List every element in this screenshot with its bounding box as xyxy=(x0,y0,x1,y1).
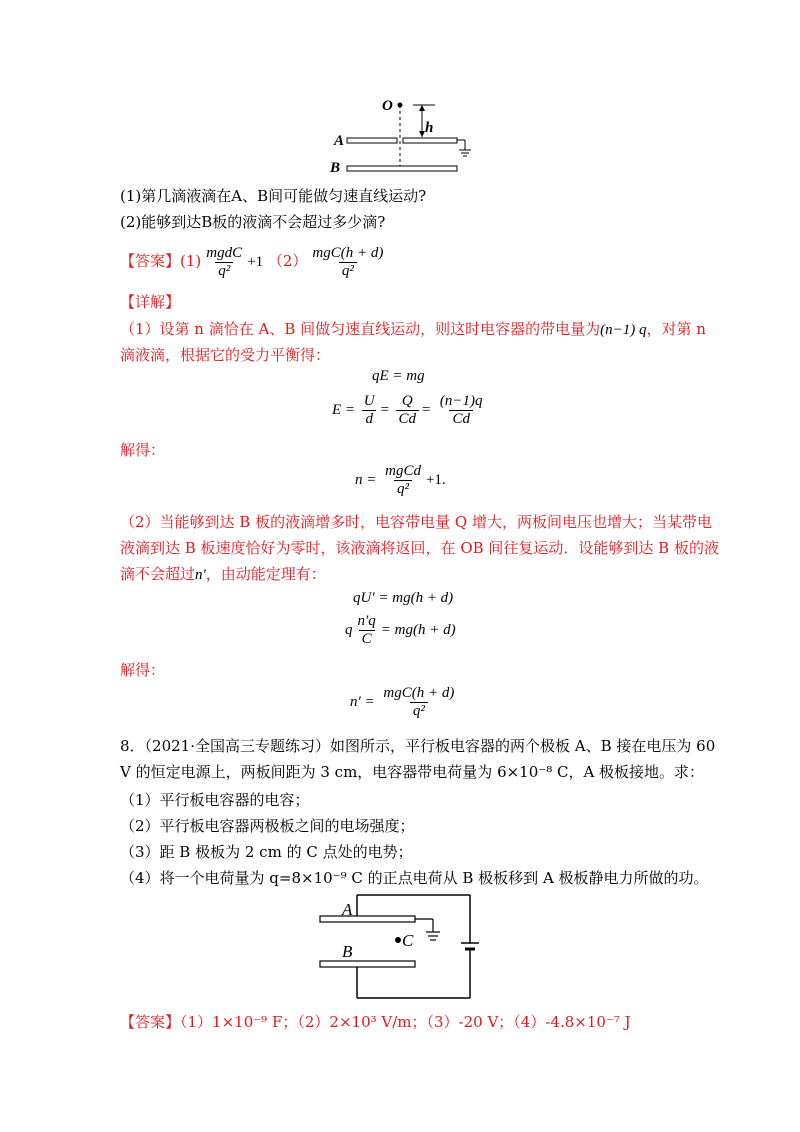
answer-7-row: 【答案】(1) $\frac{\text{mgdC}}{\text{q²}}$ +1 （2） $\frac{\text{mgC(h + d)}}{\text{q²}}$ xyxy=(120,243,388,280)
question-1: (1)第几滴液滴在A、B间可能做匀速直线运动? xyxy=(120,187,427,205)
detail-p2-line3: 滴不会超过n′，由动能定理有： xyxy=(120,565,326,583)
label-h: h xyxy=(425,120,434,136)
answer-frac-1: $\frac{\text{mgdC}}{\text{q²}}$ xyxy=(206,244,243,279)
label-o: O xyxy=(382,98,393,114)
fig-label-a: A xyxy=(342,900,353,919)
problem-8-line2: V 的恒定电源上，两板间距为 3 cm，电容器带电荷量为 6×10⁻⁸ C，A 极板接地。求： xyxy=(120,763,705,781)
problem-8-item-4: （4）将一个电荷量为 q=8×10⁻⁹ C 的正点电荷从 B 极板移到 A 极板静电力所做的功。 xyxy=(120,869,709,887)
equation-e: E = $\frac{U}{d}$ = $\frac{Q}{Cd}$ = $\frac{(n-1)q}{Cd}$ xyxy=(332,393,483,428)
answer-tag: 【答案】 xyxy=(120,252,181,270)
problem-8-line1: 8．（2021·全国高三专题练习）如图所示，平行板电容器的两个极板 A、B 接在电压为 60 xyxy=(120,737,716,755)
plate-a xyxy=(320,916,415,922)
capacitor-drop-figure xyxy=(325,95,475,180)
detail-p1-line1: （1）设第 n 滴恰在 A、B 间做匀速直线运动，则这时电容器的带电量为(n−1) q，对第 n xyxy=(120,320,706,338)
plate-b xyxy=(347,166,457,171)
answer-frac-2: $\frac{\text{mgC(h + d)}}{\text{q²}}$ xyxy=(312,244,384,279)
problem-8-item-1: （1）平行板电容器的电容； xyxy=(120,791,310,809)
solve-label-1: 解得： xyxy=(120,441,166,459)
equation-n-prime: n′ = $\frac{\text{mgC(h + d)}}{\text{q²}}$ xyxy=(350,685,455,720)
detail-tag: 【详解】 xyxy=(120,293,181,311)
label-b: B xyxy=(330,160,341,176)
plate-b xyxy=(320,961,415,967)
equation-n: n = $\frac{\text{mgCd}}{\text{q²}}$ +1. xyxy=(355,463,446,498)
detail-p1-line2: 滴液滴，根据它的受力平衡得： xyxy=(120,346,331,364)
solve-label-2: 解得： xyxy=(120,661,166,679)
detail-p2-line2: 液滴到达 B 板速度恰好为零时，该液滴将返回，在 OB 间往复运动．设能够到达 B 板的液 xyxy=(120,539,719,557)
answer-8-row xyxy=(120,1012,631,1032)
equation-energy: q $\frac{n'q}{C}$ = mg(h + d) xyxy=(345,613,456,648)
label-a: A xyxy=(334,133,345,149)
problem-8-item-3: （3）距 B 极板为 2 cm 的 C 点处的电势； xyxy=(120,843,413,861)
equation-qe-mg: qE = mg xyxy=(372,368,425,384)
answer-8-text: （1）1×10⁻⁹ F；（2）2×10³ V/m；（3）-20 V；（4）-4.8×10⁻⁷ J xyxy=(180,1013,631,1031)
question-2: (2)能够到达B板的液滴不会超过多少滴? xyxy=(120,213,386,231)
point-c-dot xyxy=(395,937,401,943)
plate-a-left xyxy=(347,138,397,143)
problem-8-item-2: （2）平行板电容器两极板之间的电场强度； xyxy=(120,817,415,835)
detail-p2-line1: （2）当能够到达 B 板的液滴增多时，电容带电量 Q 增大，两板间电压也增大；当某带电 xyxy=(120,513,712,531)
plate-a-right xyxy=(403,138,457,143)
equation-qu: qU′ = mg(h + d) xyxy=(353,590,454,606)
fig-label-c: C xyxy=(402,931,414,950)
fig-label-b: B xyxy=(342,942,353,961)
answer-8-tag: 【答案】 xyxy=(120,1013,181,1031)
